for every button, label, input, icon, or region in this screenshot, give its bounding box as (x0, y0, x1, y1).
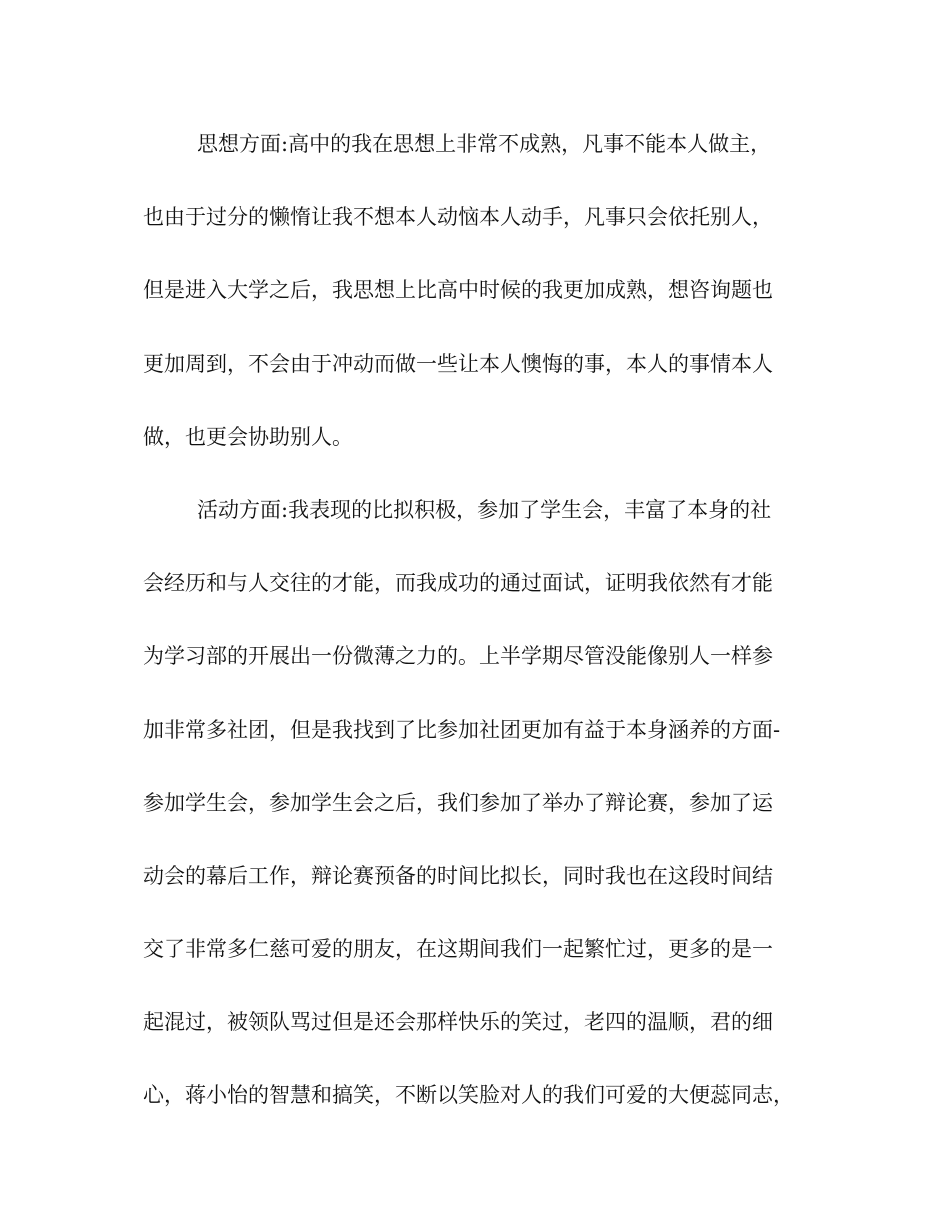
paragraph-activity-line: 交了非常多仁慈可爱的朋友，在这期间我们一起繁忙过，更多的是一 (143, 937, 773, 962)
paragraph-thought-line: 更加周到，不会由于冲动而做一些让本人懊悔的事，本人的事情本人 (143, 351, 773, 376)
paragraph-activity-line: 加非常多社团，但是我找到了比参加社团更加有益于本身涵养的方面- (143, 717, 781, 742)
document-body (143, 124, 803, 1115)
paragraph-activity-line: 起混过，被领队骂过但是还会那样快乐的笑过，老四的温顺，君的细 (143, 1010, 773, 1035)
paragraph-activity-line: 活动方面:我表现的比拟积极，参加了学生会，丰富了本身的社 (197, 497, 772, 522)
paragraph-thought-line: 但是进入大学之后，我思想上比高中时候的我更加成熟，想咨询题也 (143, 278, 773, 303)
paragraph-activity-line: 心，蒋小怡的智慧和搞笑，不断以笑脸对人的我们可爱的大便蕊同志， (143, 1083, 794, 1108)
paragraph-activity-line: 动会的幕后工作，辩论赛预备的时间比拟长，同时我也在这段时间结 (143, 863, 773, 888)
paragraph-thought-line: 思想方面:高中的我在思想上非常不成熟，凡事不能本人做主， (197, 132, 772, 156)
paragraph-activity-line: 会经历和与人交往的才能，而我成功的通过面试，证明我依然有才能 (143, 571, 773, 596)
paragraph-activity-line: 参加学生会，参加学生会之后，我们参加了举办了辩论赛，参加了运 (143, 790, 773, 815)
paragraph-activity-line: 为学习部的开展出一份微薄之力的。上半学期尽管没能像别人一样参 (143, 644, 773, 669)
paragraph-thought-line: 做，也更会协助别人。 (143, 424, 353, 449)
paragraph-thought-line: 也由于过分的懒惰让我不想本人动恼本人动手，凡事只会依托别人， (143, 205, 773, 230)
